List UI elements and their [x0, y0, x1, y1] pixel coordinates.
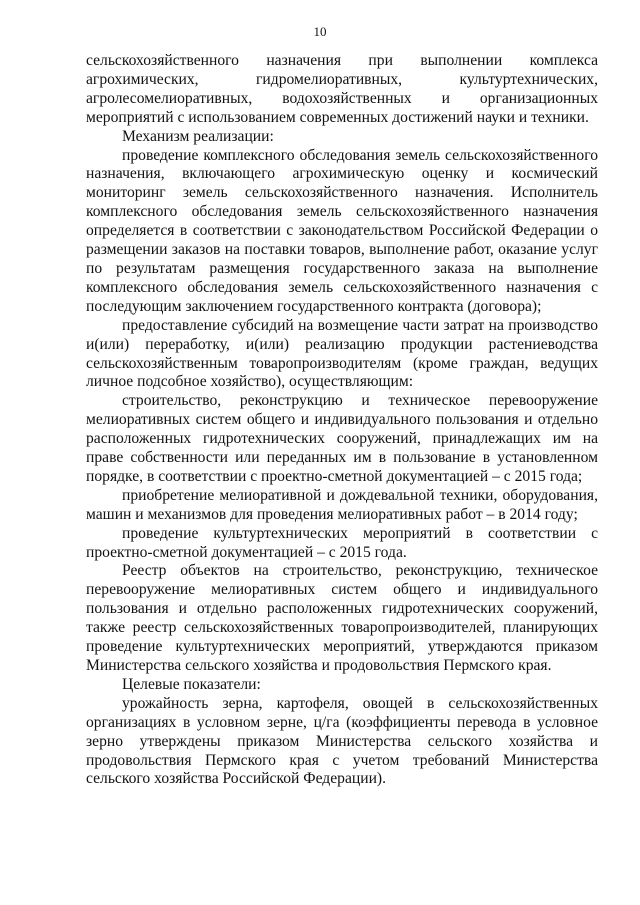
paragraph-yield-indicator: урожайность зерна, картофеля, овощей в сельскохозяйственных организациях в условном зерне, ц/га (коэффициенты перевода в условное зерно утверждены приказом Министерства сельского хозяйства и продовольствия Пермского края с учетом требований Министерства сельского хозяйства Российской Федерации).: [86, 694, 598, 788]
paragraph-target-indicators-heading: Целевые показатели:: [122, 675, 261, 693]
paragraph-register: Реестр объектов на строительство, реконструкцию, техническое перевооружение мелиоративных систем общего и индивидуального пользования и отдельно расположенных гидротехнических сооружений, также реестр сельскохозяйственных товаропроизводителей, планирующих проведение культуртехнических мероприятий, утверждаются приказом Министерства сельского хозяйства и продовольствия Пермского края.: [86, 562, 598, 674]
paragraph-continuation: сельскохозяйственного назначения при выполнении комплекса агрохимических, гидромелиоративных, культуртехнических, агролесомелиоративных, водохозяйственных и организационных мероприятий с использованием современных достижений науки и техники.: [86, 52, 598, 126]
document-body: [86, 52, 598, 789]
paragraph-mechanism-heading: Механизм реализации:: [122, 127, 274, 145]
paragraph-equipment-purchase: приобретение мелиоративной и дождевальной техники, оборудования, машин и механизмов для проведения мелиоративных работ – в 2014 году;: [86, 486, 598, 523]
paragraph-cultural-technical-measures: проведение культуртехнических мероприятий в соответствии с проектно-сметной документацией – с 2015 года.: [86, 524, 598, 561]
page-number: 10: [313, 24, 327, 39]
paragraph-comprehensive-survey: проведение комплексного обследования земель сельскохозяйственного назначения, включающего агрохимическую оценку и космический мониторинг земель сельскохозяйственного назначения. Исполнитель комплексного обследования земель сельскохозяйственного назначения определяется в соответствии с законодательством Российской Федерации о размещении заказов на поставки товаров, выполнение работ, оказание услуг по результатам размещения государственного заказа на выполнение комплексного обследования земель сельскохозяйственного назначения с последующим заключением государственного контракта (договора);: [86, 146, 598, 315]
paragraph-subsidies: предоставление субсидий на возмещение части затрат на производство и(или) переработку, и(или) реализацию продукции растениеводства сельскохозяйственным товаропроизводителям (кроме граждан, ведущих личное подсобное хозяйство), осуществляющим:: [86, 316, 598, 391]
paragraph-construction: строительство, реконструкцию и техническое перевооружение мелиоративных систем общего и индивидуального пользования и отдельно расположенных гидротехнических сооружений, принадлежащих им на праве собственности или переданных им в пользование в установленном порядке, в соответствии с проектно-сметной документацией – с 2015 года;: [86, 392, 598, 485]
